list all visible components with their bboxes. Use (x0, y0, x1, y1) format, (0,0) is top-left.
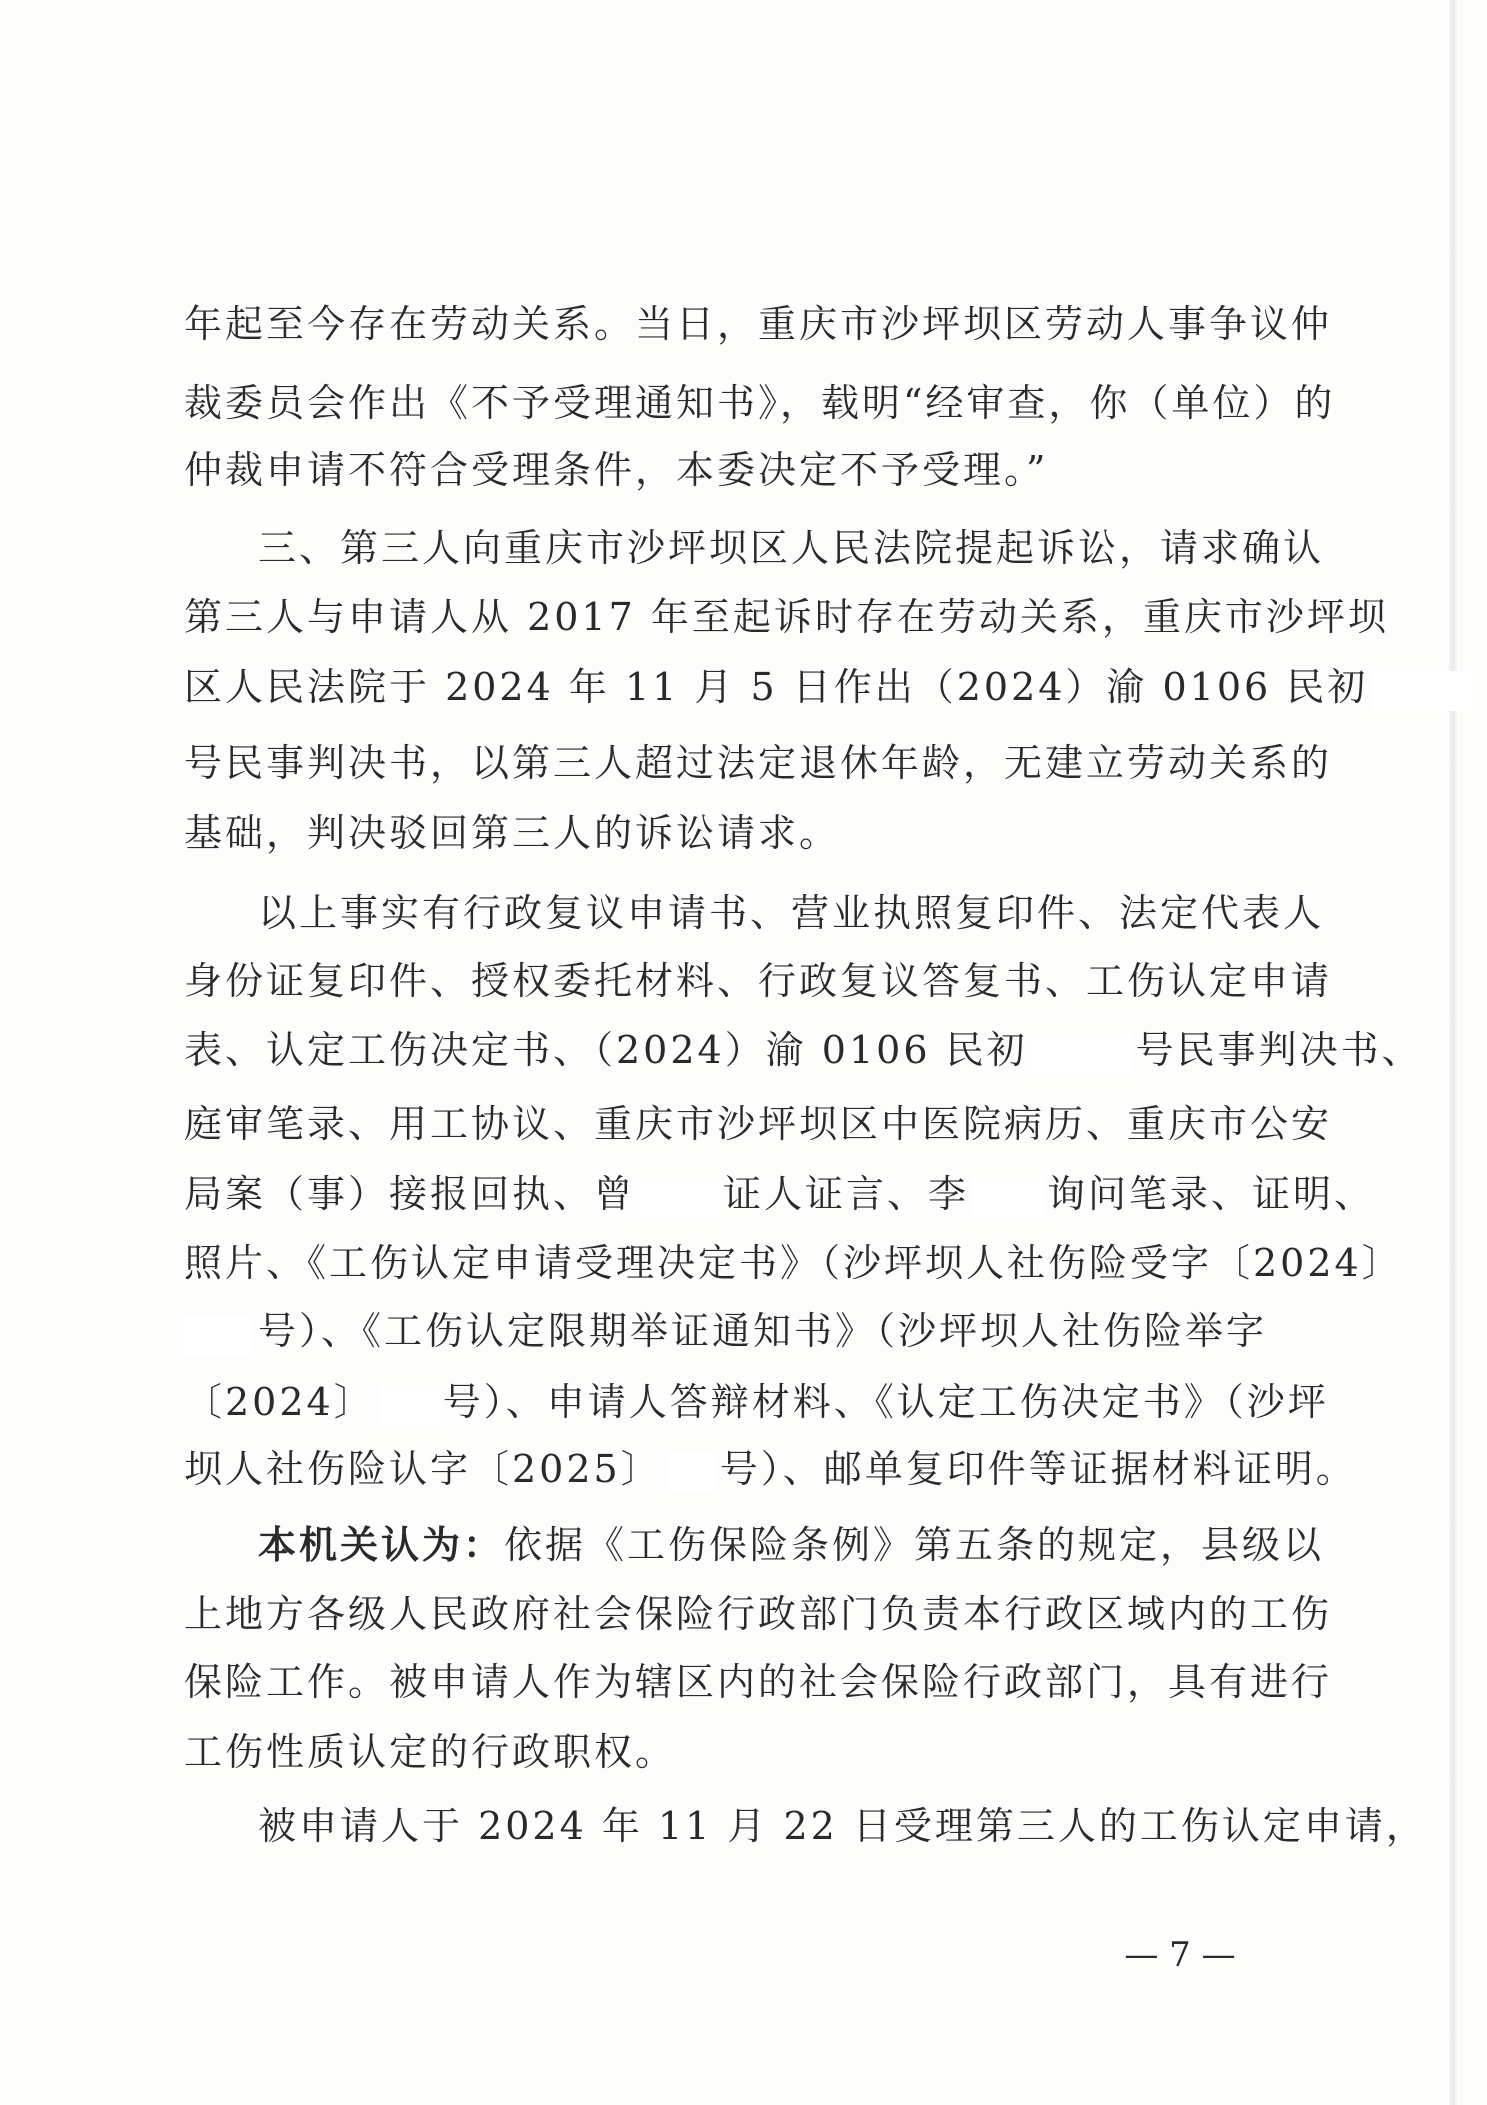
text-line: 基础，判决驳回第三人的诉讼请求。 (184, 811, 841, 855)
text-line: 上地方各级人民政府社会保险行政部门负责本行政区域内的工伤 (184, 1592, 1333, 1636)
text-line (184, 1158, 1376, 1230)
redaction-box (639, 1178, 719, 1218)
text-line (258, 1509, 1325, 1581)
page-number: — 7 — (1124, 1935, 1236, 1975)
text-fragment: 号民事判决书、 (1135, 1028, 1423, 1072)
text-fragment: 号）、邮单复印件等证据材料证明。 (719, 1447, 1357, 1491)
redaction-box (1372, 671, 1472, 711)
text-line (184, 1295, 1286, 1367)
text-fragment: 区人民法院于 2024 年 11 月 5 日作出（2024）渝 0106 民初 (184, 665, 1369, 709)
text-fragment: 坝人社伤险认字〔2025〕 (184, 1447, 662, 1491)
text-line: 庭审笔录、用工协议、重庆市沙坪坝区中医院病历、重庆市公安 (184, 1102, 1333, 1146)
redaction-box (379, 1386, 439, 1426)
text-fragment: 号）、申请人答辩材料、《认定工伤决定书》（沙坪 (442, 1380, 1329, 1424)
redaction-box (973, 1178, 1043, 1218)
text-line: 工伤性质认定的行政职权。 (184, 1730, 677, 1774)
text-line: 年起至今存在劳动关系。当日，重庆市沙坪坝区劳动人事争议仲 (184, 302, 1333, 346)
redaction-box (1032, 1034, 1132, 1074)
text-line: 身份证复印件、授权委托材料、行政复议答复书、工伤认定申请 (184, 959, 1333, 1003)
text-line: 保险工作。被申请人作为辖区内的社会保险行政部门，具有进行 (184, 1660, 1333, 1704)
redaction-box (184, 1315, 254, 1355)
text-fragment: 表、认定工伤决定书、（2024）渝 0106 民初 (184, 1028, 1028, 1072)
text-fragment: 证人证言、李 (723, 1172, 970, 1216)
scan-edge (1449, 0, 1457, 2105)
text-line: 三、第三人向重庆市沙坪坝区人民法院提起诉讼，请求确认 (258, 526, 1325, 570)
redaction-box (666, 1453, 716, 1493)
text-line (184, 651, 1369, 723)
section-heading: 本机关认为： (258, 1522, 505, 1567)
text-line: 照片、《工伤认定申请受理决定书》（沙坪坝人社伤险受字〔2024〕 (184, 1241, 1403, 1285)
text-fragment: 号）、《工伤认定限期举证通知书》（沙坪坝人社伤险举字 (258, 1309, 1268, 1353)
text-line (184, 1014, 1423, 1086)
text-line: 仲裁申请不符合受理条件，本委决定不予受理。” (184, 448, 1049, 492)
text-line: 被申请人于 2024 年 11 月 22 日受理第三人的工伤认定申请， (258, 1804, 1427, 1848)
text-line (184, 1433, 1357, 1505)
text-fragment: 〔2024〕 (184, 1380, 375, 1424)
text-line: 以上事实有行政复议申请书、营业执照复印件、法定代表人 (258, 891, 1325, 935)
text-fragment: 局案（事）接报回执、曾 (184, 1172, 636, 1216)
text-line: 第三人与申请人从 2017 年至起诉时存在劳动关系，重庆市沙坪坝 (184, 595, 1389, 639)
text-line (184, 1366, 1329, 1438)
text-fragment: 依据《工伤保险条例》第五条的规定，县级以 (504, 1523, 1325, 1567)
text-line: 号民事判决书，以第三人超过法定退休年龄，无建立劳动关系的 (184, 741, 1333, 785)
text-fragment: 询问笔录、证明、 (1047, 1172, 1376, 1216)
text-line: 裁委员会作出《不予受理通知书》，载明“经审查，你（单位）的 (184, 381, 1336, 425)
